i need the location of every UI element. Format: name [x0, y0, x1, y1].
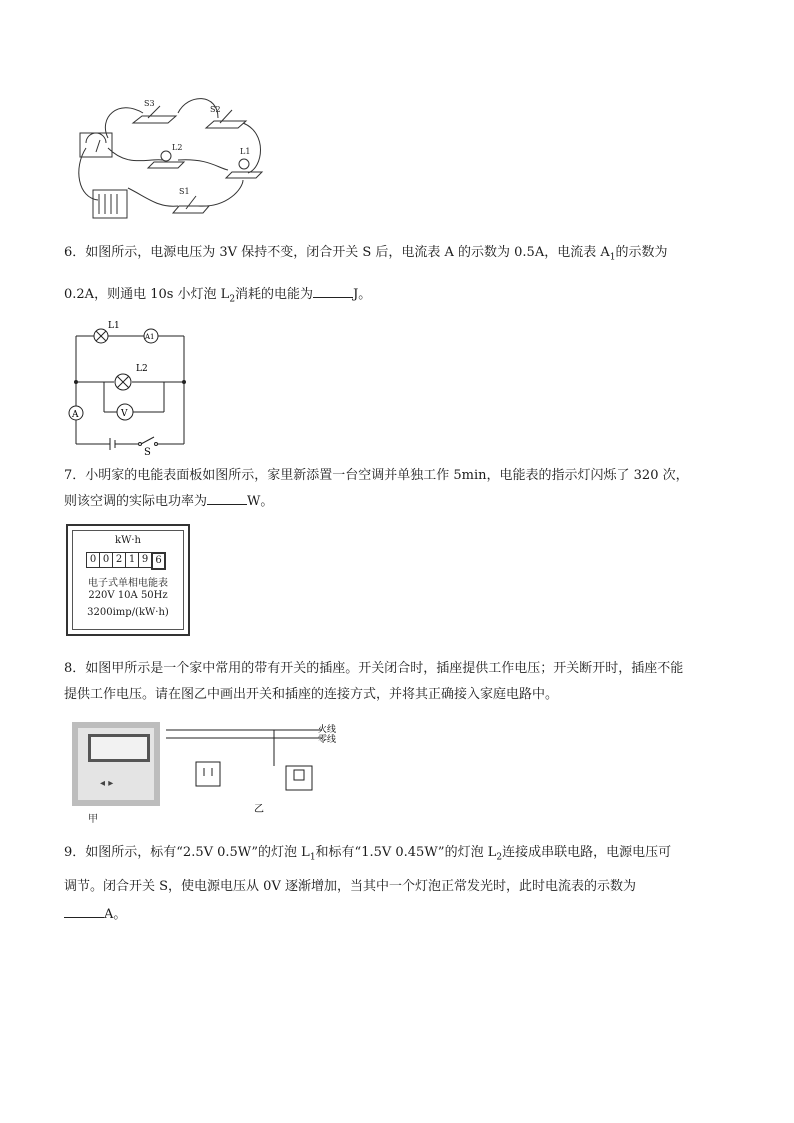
q6-line2-unit: J。 — [353, 287, 372, 302]
label-live-wire: 火线 — [318, 725, 337, 735]
q7-line2-unit: W。 — [247, 494, 274, 509]
label-l2: L2 — [172, 143, 183, 152]
q6-label-l1: L1 — [108, 321, 120, 331]
q8-line2: 提供工作电压。请在图乙中画出开关和插座的连接方式，并将其正确接入家庭电路中。 — [64, 687, 559, 702]
socket-switch — [88, 734, 150, 762]
q6-line1-post: 的示数为 — [615, 245, 668, 260]
q6-line1-sub: 1 — [609, 252, 616, 263]
meter-unit: kW·h — [115, 535, 141, 546]
q6-line1-text: 6．如图所示，电源电压为 3V 保持不变，闭合开关 S 后，电流表 A 的示数为 0.5A，电流表 A — [64, 245, 610, 260]
q6-circuit-diagram — [66, 318, 196, 456]
q6-line2 — [64, 285, 371, 309]
q9-line3-unit: A。 — [104, 907, 127, 922]
q6-label-a: A — [72, 410, 79, 420]
q9-line3 — [64, 905, 126, 924]
physical-circuit-figure — [68, 88, 268, 223]
label-s3: S3 — [144, 99, 155, 108]
label-jia: 甲 — [88, 814, 98, 825]
q9-answer-blank[interactable] — [64, 905, 104, 918]
meter-digit: 2 — [112, 552, 125, 568]
q9-line1-part3: 连接成串联电路，电源电压可 — [502, 845, 672, 860]
q9-line1-part1: 9．如图所示，标有“2.5V 0.5W”的灯泡 L — [64, 845, 310, 860]
meter-spec: 220V 10A 50Hz — [88, 590, 168, 601]
q9-line1-part2: 和标有“1.5V 0.45W”的灯泡 L — [315, 845, 497, 860]
electricity-meter-panel — [66, 524, 190, 636]
socket-holes: ◂ ▸ — [100, 778, 114, 789]
q6-answer-blank[interactable] — [313, 285, 353, 298]
q6-line1 — [64, 244, 667, 267]
label-l1: L1 — [240, 147, 251, 156]
label-neutral-wire: 零线 — [318, 735, 337, 745]
figure-jia-socket-photo — [72, 722, 160, 806]
meter-digit: 0 — [86, 552, 99, 568]
meter-label: 电子式单相电能表 — [88, 578, 168, 589]
q6-label-l2: L2 — [136, 364, 148, 374]
q6-label-s: S — [144, 447, 151, 456]
label-s1: S1 — [179, 187, 190, 196]
meter-digit: 6 — [151, 552, 166, 570]
meter-rate: 3200imp/(kW·h) — [87, 607, 169, 618]
label-yi: 乙 — [254, 804, 264, 815]
q7-line2 — [64, 492, 273, 511]
q6-label-a1: A1 — [145, 333, 155, 341]
q9-line1-sub2: 2 — [496, 852, 503, 863]
q7-answer-blank[interactable] — [207, 492, 247, 505]
q6-line2-text: 0.2A，则通电 10s 小灯泡 L — [64, 287, 230, 302]
q6-label-v: V — [121, 409, 128, 419]
q6-line2-post: 消耗的电能为 — [235, 287, 314, 302]
meter-digit: 9 — [138, 552, 151, 568]
figure-yi-wiring-diagram — [166, 720, 356, 820]
q9-line1 — [64, 844, 671, 867]
label-s2: S2 — [210, 105, 221, 114]
meter-digits — [86, 552, 166, 570]
meter-digit: 0 — [99, 552, 112, 568]
q9-line1-sub1: 1 — [309, 852, 316, 863]
q9-line2: 调节。闭合开关 S，使电源电压从 0V 逐渐增加，当其中一个灯泡正常发光时，此时电流表的示数为 — [64, 879, 636, 894]
q8-line1: 8．如图甲所示是一个家中常用的带有开关的插座。开关闭合时，插座提供工作电压；开关断开时，插座不能 — [64, 661, 684, 676]
meter-digit: 1 — [125, 552, 138, 568]
q7-line2-text: 则该空调的实际电功率为 — [64, 494, 208, 509]
q6-line2-sub: 2 — [229, 294, 236, 305]
q7-line1: 7．小明家的电能表面板如图所示，家里新添置一台空调并单独工作 5min，电能表的指示灯闪烁了 320 次， — [64, 468, 689, 483]
